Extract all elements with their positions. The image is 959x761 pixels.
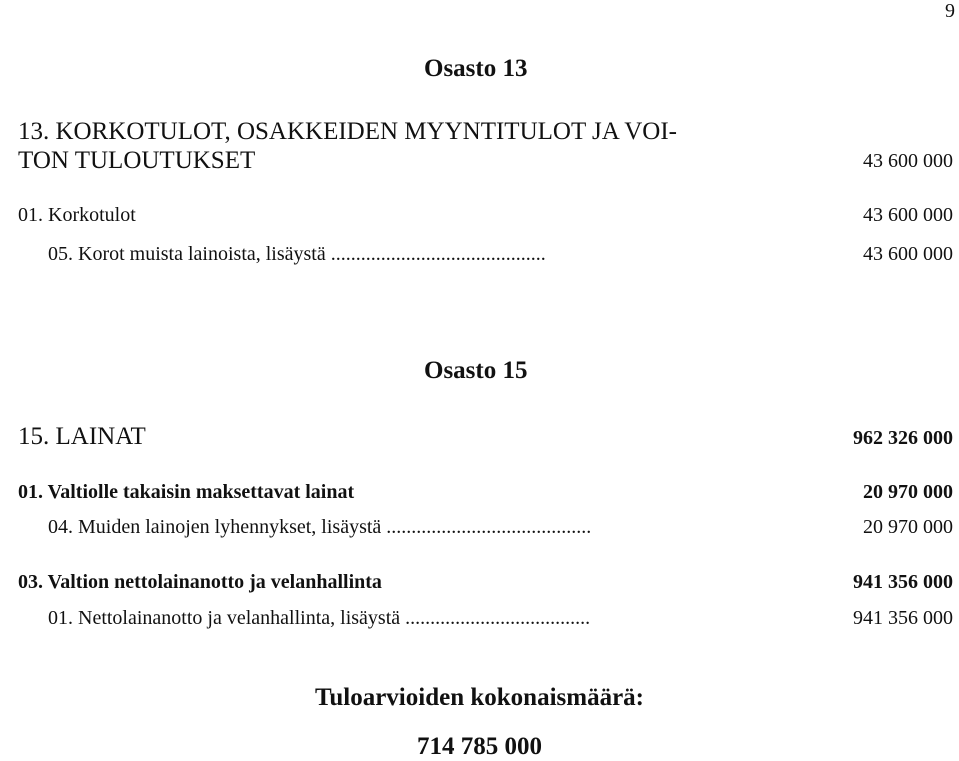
sub-amount-13-01-05: 43 600 000: [863, 243, 953, 265]
section-heading-13: Osasto 13: [424, 55, 528, 82]
sub-label-15-01-04: 04. Muiden lainojen lyhennykset, lisäystä .........................................: [48, 516, 592, 538]
section-heading-15: Osasto 15: [424, 357, 528, 384]
item-label-13-01: 01. Korkotulot: [18, 204, 136, 226]
total-label: Tuloarvioiden kokonaismäärä:: [314, 684, 644, 711]
total-amount: 714 785 000: [417, 733, 542, 760]
item-label-15-01: 01. Valtiolle takaisin maksettavat lainat: [18, 481, 355, 503]
main-amount-13: 43 600 000: [863, 150, 953, 172]
sub-amount-15-03-01: 941 356 000: [853, 607, 953, 629]
sub-label-13-01-05: 05. Korot muista lainoista, lisäystä ...........................................: [48, 243, 546, 265]
main-title-15: 15. LAINAT: [18, 423, 146, 450]
item-amount-15-01: 20 970 000: [863, 481, 953, 503]
item-label-15-03: 03. Valtion nettolainanotto ja velanhallinta: [18, 571, 382, 593]
item-amount-15-03: 941 356 000: [853, 571, 953, 593]
page-number: 9: [945, 0, 955, 22]
main-title-13-line1: 13. KORKOTULOT, OSAKKEIDEN MYYNTITULOT JA VOI-: [18, 118, 677, 145]
item-amount-13-01: 43 600 000: [863, 204, 953, 226]
sub-label-15-03-01: 01. Nettolainanotto ja velanhallinta, lisäystä .....................................: [48, 607, 591, 629]
sub-amount-15-01-04: 20 970 000: [863, 516, 953, 538]
main-amount-15: 962 326 000: [853, 427, 953, 449]
main-title-13-line2: TON TULOUTUKSET: [18, 147, 256, 174]
